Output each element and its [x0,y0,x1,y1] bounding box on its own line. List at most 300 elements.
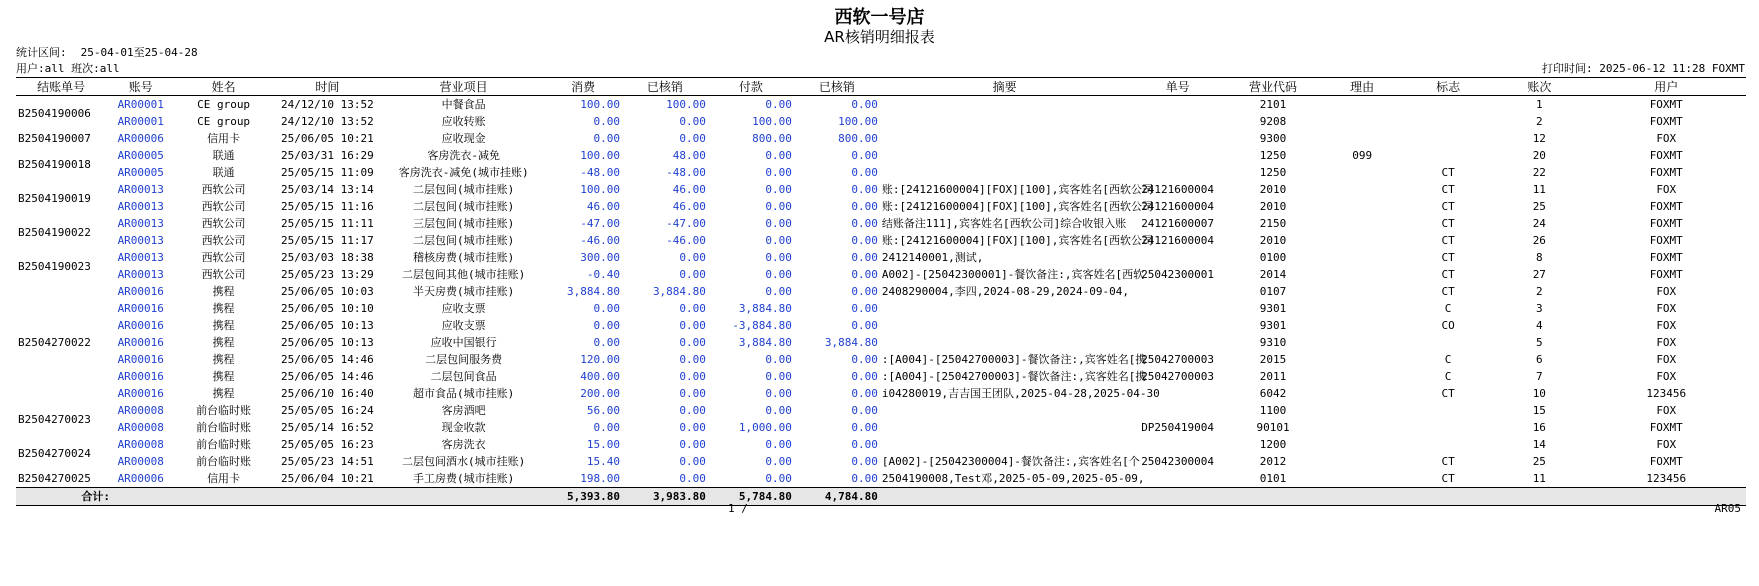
verified2-cell: 3,884.80 [824,336,878,349]
time-cell: 25/05/15 11:09 [281,166,374,179]
total-payment: 5,784.80 [708,488,794,506]
item-cell: 二层包间其他(城市挂账) [402,268,526,281]
col-doc-no[interactable]: 单号 [1129,78,1225,96]
consume-cell: 56.00 [586,404,620,417]
code-cell: 9208 [1259,115,1287,128]
flag-cell [1404,334,1492,351]
account-link[interactable]: AR00013 [117,183,164,196]
verified1-cell: -48.00 [666,166,706,179]
user-cell: 123456 [1646,387,1687,400]
flag-cell: CT [1441,472,1455,485]
name-cell: 携程 [212,387,235,400]
table-row[interactable] [16,419,1746,436]
account-link[interactable]: AR00016 [117,285,164,298]
table-row[interactable] [16,453,1746,470]
flag-cell: CT [1441,455,1455,468]
user-cell: FOXMT [1649,166,1683,179]
name-cell: 前台临时账 [196,455,252,468]
payment-cell: 0.00 [765,217,792,230]
reason-cell [1320,368,1404,385]
doc-no-cell: 25042300001 [1141,268,1215,281]
consume-cell: 100.00 [580,183,620,196]
time-cell: 25/06/04 10:21 [281,472,374,485]
user-cell: FOXMT [1649,98,1683,111]
time-cell: 25/05/15 11:16 [281,200,374,213]
account-link[interactable]: AR00008 [117,455,164,468]
doc-no-cell [1129,402,1225,419]
summary-cell [880,334,1130,351]
doc-no-cell [1129,147,1225,164]
time-cell: 25/05/15 11:11 [281,217,374,230]
table-row[interactable] [16,317,1746,334]
item-cell: 二层包间(城市挂账) [413,200,515,213]
bill-no-cell: B2504190018 [18,157,91,171]
doc-no-cell [1129,283,1225,300]
user-cell: FOXMT [1649,149,1683,162]
name-cell: CE group [197,115,251,128]
user-cell: FOX [1656,302,1677,315]
item-cell: 客房洗衣-减免 [427,149,500,162]
name-cell: 携程 [212,285,235,298]
table-row[interactable] [16,164,1746,181]
seq-cell: 12 [1532,132,1546,145]
payment-cell: 0.00 [765,149,792,162]
account-link[interactable]: AR00001 [117,115,164,128]
name-cell: 西软公司 [201,251,246,264]
payment-cell: 3,884.80 [738,302,792,315]
name-cell: 信用卡 [207,132,241,145]
code-cell: 1250 [1259,166,1287,179]
flag-cell [1404,419,1492,436]
time-cell: 25/05/05 16:23 [281,438,374,451]
seq-cell: 8 [1536,251,1543,264]
seq-cell: 14 [1532,438,1546,451]
flag-cell: CT [1441,166,1455,179]
code-cell: 1100 [1259,404,1287,417]
verified1-cell: 0.00 [679,115,706,128]
table-row[interactable] [16,249,1746,266]
account-link[interactable]: AR00008 [117,404,164,417]
col-flag[interactable]: 标志 [1404,78,1492,96]
seq-cell: 6 [1536,353,1543,366]
payment-cell: 0.00 [765,387,792,400]
time-cell: 25/03/14 13:14 [281,183,374,196]
doc-no-cell: 24121600004 [1141,183,1215,196]
flag-cell [1404,402,1492,419]
verified2-cell: 0.00 [851,149,878,162]
col-bill-no[interactable]: 结账单号 [16,78,106,96]
bill-no-cell: B2504270024 [18,446,91,460]
item-cell: 中餐食品 [441,98,486,111]
doc-no-cell [1129,96,1225,114]
reason-cell [1320,249,1404,266]
verified1-cell: 0.00 [679,132,706,145]
payment-cell: 0.00 [765,166,792,179]
col-payment[interactable]: 付款 [708,78,794,96]
flag-cell [1404,113,1492,130]
payment-cell: 0.00 [765,251,792,264]
table-row[interactable] [16,147,1746,164]
bill-no-cell: B2504190019 [18,191,91,205]
col-code[interactable]: 营业代码 [1226,78,1320,96]
summary-cell: [A002]-[25042300004]-餐饮备注:,宾客姓名[个 [881,455,1140,468]
verified1-cell: 0.00 [679,302,706,315]
page-number: 1 / [728,502,748,515]
flag-cell: CT [1441,183,1455,196]
code-cell: 2010 [1259,234,1287,247]
doc-no-cell: 24121600004 [1141,234,1215,247]
col-name[interactable]: 姓名 [175,78,271,96]
totals-row [16,488,1746,506]
summary-cell [880,164,1130,181]
consume-cell: 100.00 [580,98,620,111]
bill-no-cell: B2504270022 [18,336,91,349]
table-row[interactable] [16,113,1746,130]
table-row[interactable] [16,130,1746,147]
verified1-cell: 100.00 [666,98,706,111]
payment-cell: 0.00 [765,98,792,111]
seq-cell: 4 [1536,319,1543,332]
seq-cell: 7 [1536,370,1543,383]
doc-no-cell: 24121600007 [1141,217,1215,230]
code-cell: 2012 [1259,455,1287,468]
item-cell: 二层包间酒水(城市挂账) [402,455,526,468]
code-cell: 0107 [1259,285,1287,298]
table-row[interactable] [16,300,1746,317]
flag-cell: CT [1441,268,1455,281]
account-link[interactable]: AR00005 [117,149,164,162]
item-cell: 应收现金 [441,132,486,145]
user-cell: FOXMT [1649,421,1683,434]
period-line [16,44,198,60]
seq-cell: 27 [1532,268,1546,281]
consume-cell: 0.00 [593,115,620,128]
account-link[interactable]: AR00013 [117,217,164,230]
flag-cell: CT [1441,217,1455,230]
verified1-cell: 3,884.80 [652,285,706,298]
report-subtitle: AR核销明细报表 [824,28,935,46]
col-seq[interactable]: 账次 [1492,78,1586,96]
table-row[interactable] [16,351,1746,368]
name-cell: 携程 [212,336,235,349]
user-cell: FOX [1656,370,1677,383]
col-verified1[interactable]: 已核销 [622,78,708,96]
time-cell: 25/05/23 13:29 [281,268,374,281]
flag-cell: CT [1441,285,1455,298]
table-row[interactable] [16,436,1746,453]
doc-no-cell [1129,113,1225,130]
user-cell: FOX [1656,438,1677,451]
time-cell: 25/06/05 14:46 [281,370,374,383]
col-time[interactable]: 时间 [272,78,383,96]
table-row[interactable] [16,232,1746,249]
flag-cell: CT [1441,200,1455,213]
verified2-cell: 100.00 [838,115,878,128]
reason-cell [1320,300,1404,317]
seq-cell: 24 [1532,217,1546,230]
total-verified1: 3,983.80 [622,488,708,506]
verified1-cell: 0.00 [679,353,706,366]
table-row[interactable] [16,266,1746,283]
verified1-cell: 0.00 [679,268,706,281]
name-cell: CE group [197,98,251,111]
seq-cell: 22 [1532,166,1546,179]
name-cell: 信用卡 [207,472,241,485]
table-row[interactable] [16,334,1746,351]
user-cell: FOXMT [1649,268,1683,281]
reason-cell [1320,436,1404,453]
consume-cell: 200.00 [580,387,620,400]
user-cell: FOX [1656,183,1677,196]
item-cell: 半天房费(城市挂账) [413,285,515,298]
verified2-cell: 0.00 [851,472,878,485]
user-cell: FOX [1656,353,1677,366]
table-row[interactable] [16,283,1746,300]
consume-cell: 0.00 [593,132,620,145]
account-link[interactable]: AR00006 [117,132,164,145]
summary-cell [880,436,1130,453]
flag-cell [1404,130,1492,147]
verified1-cell: 0.00 [679,370,706,383]
time-cell: 25/03/31 16:29 [281,149,374,162]
summary-cell [880,147,1130,164]
payment-cell: -3,884.80 [732,319,792,332]
item-cell: 超市食品(城市挂账) [413,387,515,400]
summary-cell [880,96,1130,114]
consume-cell: 15.40 [586,455,620,468]
item-cell: 三层包间(城市挂账) [413,217,515,230]
summary-cell [880,130,1130,147]
verified1-cell: 48.00 [672,149,706,162]
name-cell: 西软公司 [201,200,246,213]
consume-cell: 0.00 [593,336,620,349]
payment-cell: 0.00 [765,234,792,247]
bill-no-cell: B2504270023 [18,412,91,426]
print-time: 打印时间: 2025-06-12 11:28 FOXMT [1542,62,1745,75]
consume-cell: 0.00 [593,302,620,315]
reason-cell [1320,266,1404,283]
verified1-cell: 0.00 [679,421,706,434]
col-consume[interactable]: 消费 [544,78,622,96]
report-code: AR05 [1714,502,1741,515]
consume-cell: 120.00 [580,353,620,366]
payment-cell: 800.00 [752,132,792,145]
table-row[interactable] [16,181,1746,198]
doc-no-cell [1129,334,1225,351]
col-account[interactable]: 账号 [106,78,175,96]
account-link[interactable]: AR00013 [117,251,164,264]
name-cell: 联通 [212,166,235,179]
seq-cell: 15 [1532,404,1546,417]
col-verified2[interactable]: 已核销 [794,78,880,96]
verified1-cell: 0.00 [679,404,706,417]
consume-cell: 100.00 [580,149,620,162]
doc-no-cell: 25042700003 [1141,370,1215,383]
code-cell: 2010 [1259,200,1287,213]
code-cell: 2015 [1259,353,1287,366]
account-link[interactable]: AR00016 [117,319,164,332]
account-link[interactable]: AR00001 [117,98,164,111]
report-body [16,96,1746,488]
reason-cell [1320,181,1404,198]
verified1-cell: 0.00 [679,319,706,332]
verified2-cell: 0.00 [851,285,878,298]
doc-no-cell [1129,436,1225,453]
user-cell: 123456 [1646,472,1687,485]
consume-cell: -48.00 [580,166,620,179]
bill-no-cell: B2504190006 [18,106,91,120]
summary-cell: 账:[24121600004][FOX][100],宾客姓名[西软公司 [881,200,1154,213]
flag-cell [1404,147,1492,164]
payment-cell: 1,000.00 [738,421,792,434]
header-row [16,78,1746,96]
code-cell: 2011 [1259,370,1287,383]
doc-no-cell [1129,300,1225,317]
verified2-cell: 0.00 [851,370,878,383]
verified2-cell: 0.00 [851,302,878,315]
verified2-cell: 0.00 [851,98,878,111]
time-cell: 25/05/23 14:51 [281,455,374,468]
total-verified2: 4,784.80 [794,488,880,506]
account-link[interactable]: AR00008 [117,421,164,434]
user-cell: FOX [1656,319,1677,332]
seq-cell: 11 [1532,472,1546,485]
name-cell: 联通 [212,149,235,162]
verified2-cell: 0.00 [851,404,878,417]
reason-cell [1320,113,1404,130]
reason-cell [1320,164,1404,181]
verified1-cell: 0.00 [679,387,706,400]
table-row[interactable] [16,96,1746,114]
consume-cell: 15.00 [586,438,620,451]
code-cell: 1200 [1259,438,1287,451]
col-summary[interactable]: 摘要 [880,78,1130,96]
account-link[interactable]: AR00016 [117,353,164,366]
item-cell: 客房酒吧 [441,404,486,417]
item-cell: 手工房费(城市挂账) [413,472,515,485]
consume-cell: 198.00 [580,472,620,485]
account-link[interactable]: AR00016 [117,387,164,400]
verified2-cell: 0.00 [851,200,878,213]
code-cell: 90101 [1256,421,1290,434]
consume-cell: 0.00 [593,421,620,434]
period-label: 统计区间: [16,46,67,59]
table-row[interactable] [16,215,1746,232]
flag-cell: C [1444,302,1452,315]
reason-cell [1320,385,1404,402]
seq-cell: 11 [1532,183,1546,196]
verified1-cell: 0.00 [679,336,706,349]
seq-cell: 26 [1532,234,1546,247]
summary-cell: i04280019,吉吉国王团队,2025-04-28,2025-04-30 [881,387,1160,400]
code-cell: 6042 [1259,387,1287,400]
time-cell: 25/05/15 11:17 [281,234,374,247]
consume-cell: 400.00 [580,370,620,383]
doc-no-cell [1129,317,1225,334]
table-row[interactable] [16,368,1746,385]
bill-no-cell: B2504190022 [18,225,91,239]
doc-no-cell: 25042700003 [1141,353,1215,366]
account-link[interactable]: AR00016 [117,302,164,315]
seq-cell: 20 [1532,149,1546,162]
user-cell: FOXMT [1649,115,1683,128]
reason-cell [1320,470,1404,488]
reason-cell [1320,283,1404,300]
verified2-cell: 0.00 [851,438,878,451]
table-row[interactable] [16,385,1746,402]
verified2-cell: 0.00 [851,268,878,281]
name-cell: 西软公司 [201,183,246,196]
item-cell: 客房洗衣-减免(城市挂账) [398,166,529,179]
seq-cell: 2 [1536,115,1543,128]
account-link[interactable]: AR00005 [117,166,164,179]
verified2-cell: 0.00 [851,455,878,468]
reason-cell [1320,198,1404,215]
period-value: 25-04-01至25-04-28 [80,46,198,59]
consume-cell: 300.00 [580,251,620,264]
time-cell: 25/06/05 14:46 [281,353,374,366]
col-user[interactable]: 用户 [1587,78,1747,96]
item-cell: 应收中国银行 [430,336,497,349]
seq-cell: 16 [1532,421,1546,434]
col-item[interactable]: 营业项目 [383,78,544,96]
verified2-cell: 0.00 [851,166,878,179]
flag-cell [1404,96,1492,114]
table-row[interactable] [16,402,1746,419]
verified2-cell: 0.00 [851,183,878,196]
flag-cell: CT [1441,387,1455,400]
name-cell: 前台临时账 [196,404,252,417]
reason-cell [1320,215,1404,232]
reason-cell [1320,419,1404,436]
verified2-cell: 0.00 [851,319,878,332]
account-link[interactable]: AR00013 [117,200,164,213]
time-cell: 25/06/05 10:10 [281,302,374,315]
account-link[interactable]: AR00013 [117,268,164,281]
user-cell: FOX [1656,132,1677,145]
item-cell: 应收支票 [441,302,486,315]
time-cell: 24/12/10 13:52 [281,115,374,128]
account-link[interactable]: AR00006 [117,472,164,485]
account-link[interactable]: AR00016 [117,370,164,383]
name-cell: 携程 [212,353,235,366]
item-cell: 现金收款 [441,421,486,434]
code-cell: 2101 [1259,98,1287,111]
table-row[interactable] [16,470,1746,488]
table-row[interactable] [16,198,1746,215]
flag-cell: C [1444,353,1452,366]
verified2-cell: 0.00 [851,234,878,247]
payment-cell: 0.00 [765,353,792,366]
seq-cell: 25 [1532,455,1546,468]
name-cell: 前台临时账 [196,438,252,451]
user-cell: FOX [1656,285,1677,298]
reason-cell: 099 [1352,149,1373,162]
account-link[interactable]: AR00013 [117,234,164,247]
summary-cell: A002]-[25042300001]-餐饮备注:,宾客姓名[西软 [881,268,1145,281]
user-cell: FOX [1656,336,1677,349]
account-link[interactable]: AR00016 [117,336,164,349]
col-reason[interactable]: 理由 [1320,78,1404,96]
payment-cell: 0.00 [765,472,792,485]
reason-cell [1320,402,1404,419]
account-link[interactable]: AR00008 [117,438,164,451]
doc-no-cell: 25042300004 [1141,455,1215,468]
reason-cell [1320,96,1404,114]
time-cell: 25/05/05 16:24 [281,404,374,417]
verified1-cell: 46.00 [672,183,706,196]
flag-cell: CT [1441,234,1455,247]
